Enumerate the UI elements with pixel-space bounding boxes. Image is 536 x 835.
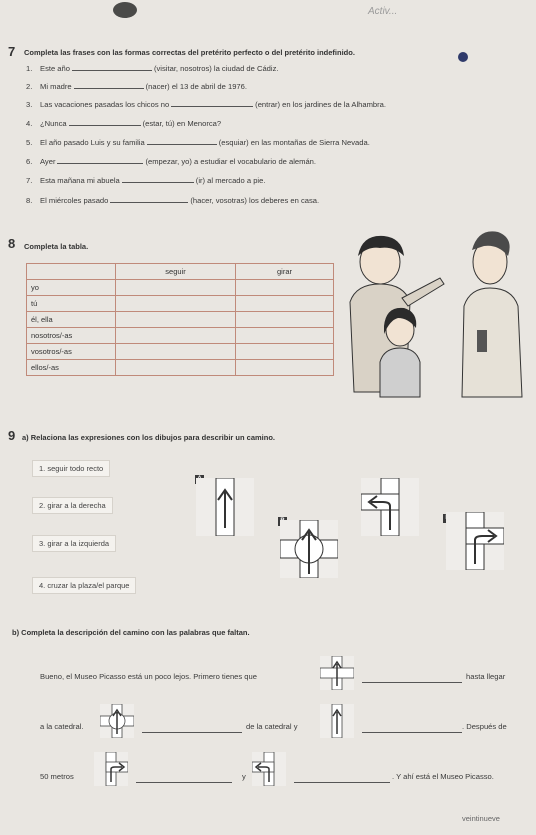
exercise-9-part-a: a) Relaciona las expresiones con los dibujos para describir un camino.: [22, 433, 275, 442]
table-row: [27, 312, 334, 328]
blank-line-1[interactable]: [362, 674, 462, 683]
seguir-answer-cell[interactable]: [116, 280, 236, 296]
answer-blank[interactable]: [122, 174, 194, 183]
text-line-3a: 50 metros: [40, 772, 74, 781]
boy-figure: [462, 231, 522, 397]
answer-blank[interactable]: [74, 80, 144, 89]
blank-line-2[interactable]: [142, 724, 242, 733]
table-row: [27, 360, 334, 376]
expression-4: 4. cruzar la plaza/el parque: [32, 577, 136, 594]
girar-answer-cell[interactable]: [236, 312, 334, 328]
sentence-before-text: Esta mañana mi abuela: [40, 176, 120, 185]
sentence-after-text: (esquiar) en las montañas de Sierra Nevada.: [218, 138, 370, 147]
sentence-before-text: El miércoles pasado: [40, 196, 109, 205]
mini-road-right: [94, 752, 128, 786]
road-diagram-a-straight: [196, 478, 254, 536]
exercise-9-number: 9: [8, 428, 16, 443]
pronoun-cell: él, ella: [27, 312, 116, 328]
table-header-empty: [27, 264, 116, 280]
text-line-3c: . Y ahí está el Museo Picasso.: [392, 772, 494, 781]
corner-label: Activ...: [368, 6, 398, 17]
blank-line-3[interactable]: [362, 724, 462, 733]
girar-answer-cell[interactable]: [236, 296, 334, 312]
text-line-3b: y: [242, 772, 246, 781]
mini-road-plaza: [100, 704, 134, 738]
answer-blank[interactable]: [69, 117, 141, 126]
pronoun-cell: nosotros/-as: [27, 328, 116, 344]
mini-road-straight: [320, 704, 354, 738]
sentence-number: 3.: [26, 100, 33, 109]
seguir-answer-cell[interactable]: [116, 296, 236, 312]
expression-3: 3. girar a la izquierda: [32, 535, 116, 552]
blank-line-5[interactable]: [294, 774, 390, 783]
table-row: [27, 280, 334, 296]
text-line-1a: Bueno, el Museo Picasso está un poco lejos. Primero tienes que: [40, 672, 257, 681]
sentence-after-text: (entrar) en los jardines de la Alhambra.: [255, 100, 387, 109]
sentence-number: 5.: [26, 138, 33, 147]
pronoun-cell: ellos/-as: [27, 360, 116, 376]
sentence-after-text: (hacer, vosotras) los deberes en casa.: [190, 196, 320, 205]
sentence-3: [26, 98, 386, 109]
girar-answer-cell[interactable]: [236, 360, 334, 376]
road-diagram-d-right: [446, 512, 504, 570]
exercise-9-part-b: b) Completa la descripción del camino con las palabras que faltan.: [12, 628, 250, 637]
sentence-number: 2.: [26, 82, 33, 91]
exercise-8-number: 8: [8, 236, 16, 251]
page-number: veintinueve: [462, 814, 500, 823]
sentence-number: 1.: [26, 64, 33, 73]
sentence-5: [26, 136, 370, 147]
sentence-before-text: Ayer: [40, 157, 56, 166]
punch-hole: [113, 2, 137, 18]
sentence-after-text: (estar, tú) en Menorca?: [142, 119, 222, 128]
sentence-after-text: (ir) al mercado a pie.: [195, 176, 266, 185]
sentence-before-text: Este año: [40, 64, 70, 73]
sentence-number: 7.: [26, 176, 33, 185]
sentence-number: 4.: [26, 119, 33, 128]
sentence-after-text: (visitar, nosotros) la ciudad de Cádiz.: [153, 64, 279, 73]
text-line-2b: de la catedral y: [246, 722, 298, 731]
seguir-answer-cell[interactable]: [116, 344, 236, 360]
table-row: [27, 344, 334, 360]
conjugation-table: [26, 263, 334, 376]
road-diagram-c-left: [361, 478, 419, 536]
table-row: [27, 328, 334, 344]
expression-2: 2. girar a la derecha: [32, 497, 113, 514]
sentence-6: [26, 155, 316, 166]
expression-1: 1. seguir todo recto: [32, 460, 110, 477]
table-row: [27, 296, 334, 312]
text-line-2c: . Después de: [462, 722, 507, 731]
sentence-after-text: (empezar, yo) a estudiar el vocabulario de alemán.: [145, 157, 317, 166]
sentence-before-text: ¿Nunca: [40, 119, 67, 128]
people-illustration: [332, 222, 532, 400]
sentence-before-text: Mi madre: [40, 82, 72, 91]
sentence-4: [26, 117, 221, 128]
answer-blank[interactable]: [57, 155, 143, 164]
girar-answer-cell[interactable]: [236, 328, 334, 344]
answer-blank[interactable]: [171, 98, 253, 107]
seguir-answer-cell[interactable]: [116, 328, 236, 344]
sentence-after-text: (nacer) el 13 de abril de 1976.: [145, 82, 247, 91]
pronoun-cell: vosotros/-as: [27, 344, 116, 360]
sentence-number: 6.: [26, 157, 33, 166]
text-line-2a: a la catedral.: [40, 722, 84, 731]
exercise-8-instruction: Completa la tabla.: [24, 242, 89, 251]
sentence-8: [26, 194, 319, 205]
answer-blank[interactable]: [72, 62, 152, 71]
answer-blank[interactable]: [110, 194, 188, 203]
girar-answer-cell[interactable]: [236, 280, 334, 296]
table-header-seguir: seguir: [116, 264, 236, 280]
audio-badge-icon: [458, 52, 468, 62]
sentence-2: [26, 80, 247, 91]
blank-line-4[interactable]: [136, 774, 232, 783]
seguir-answer-cell[interactable]: [116, 312, 236, 328]
text-line-1b: hasta llegar: [466, 672, 506, 681]
exercise-7-number: 7: [8, 44, 16, 59]
mini-road-square: [320, 656, 354, 690]
road-diagram-b-square: [280, 520, 338, 578]
exercise-7-instruction: Completa las frases con las formas correctas del pretérito perfecto o del pretérito indefinido.: [24, 48, 355, 57]
pronoun-cell: tú: [27, 296, 116, 312]
sentence-before-text: Las vacaciones pasadas los chicos no: [40, 100, 170, 109]
seguir-answer-cell[interactable]: [116, 360, 236, 376]
mini-road-left: [252, 752, 286, 786]
sentence-7: [26, 174, 265, 185]
table-header-girar: girar: [236, 264, 334, 280]
sentence-number: 8.: [26, 196, 33, 205]
girar-answer-cell[interactable]: [236, 344, 334, 360]
sentence-1: [26, 62, 279, 73]
pronoun-cell: yo: [27, 280, 116, 296]
girl-figure: [380, 308, 420, 397]
sentence-before-text: El año pasado Luis y su familia: [40, 138, 145, 147]
answer-blank[interactable]: [147, 136, 217, 145]
